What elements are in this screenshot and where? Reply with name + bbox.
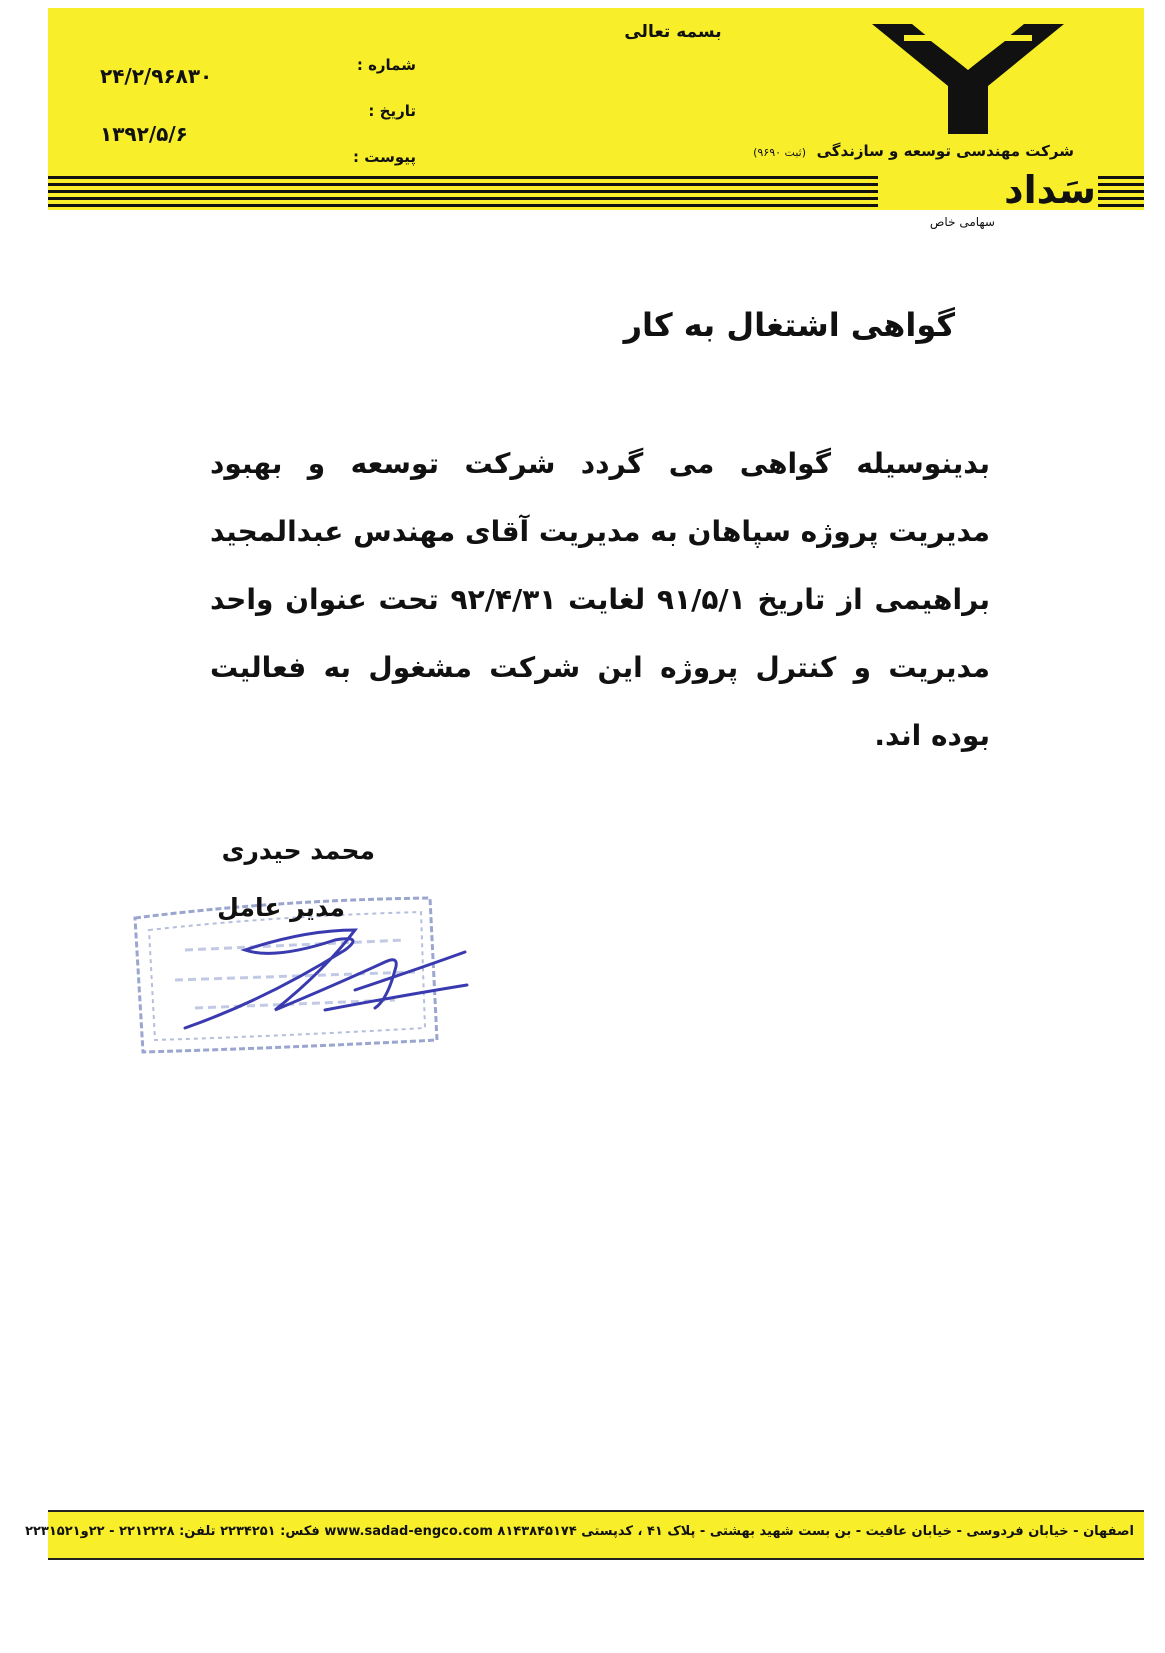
company-type: سهامی خاص bbox=[929, 215, 995, 229]
reference-labels bbox=[306, 50, 416, 188]
document-title: گواهی اشتغال به کار bbox=[623, 306, 955, 344]
footer-address: اصفهان - خیابان فردوسی - خیابان عافیت - بن بست شهید بهشتی - پلاک ۴۱ ، کدپستی ۸۱۴۳۸۴۵۱۷۴ www.sadad-engco.com فکس: ۲۲۳۴۲۵۱ تلفن: ۲۲۱۲۲۲۸ - ۲۲و۲۲۳۱۵۲۱ bbox=[25, 1524, 1134, 1539]
header-stripes bbox=[48, 176, 878, 210]
company-logo-icon bbox=[868, 18, 1068, 136]
letter-number: ۲۴/۲/۹۶۸۳۰ bbox=[100, 64, 213, 88]
attachment-label: پیوست : bbox=[352, 148, 416, 166]
body-line: براهیمی از تاریخ ۹۱/۵/۱ لغایت ۹۲/۴/۳۱ تحت عنوان واحد bbox=[210, 583, 990, 616]
body-line: مدیریت پروژه سپاهان به مدیریت آقای مهندس عبدالمجید bbox=[210, 515, 990, 548]
body-line: مدیریت و کنترل پروژه این شرکت مشغول به فعالیت بوده اند. bbox=[210, 651, 990, 752]
registration-number: (ثبت ۹۶۹۰) bbox=[753, 146, 806, 159]
reference-values bbox=[100, 64, 290, 180]
brand-name: سَداد bbox=[1004, 168, 1096, 212]
company-name: شرکت مهندسی توسعه و سازندگی bbox=[816, 142, 1074, 160]
letter-date: ۱۳۹۲/۵/۶ bbox=[100, 122, 188, 146]
header-stripes-right bbox=[1098, 176, 1144, 210]
letter-footer bbox=[25, 1510, 1144, 1560]
document-body bbox=[210, 430, 990, 770]
signer-name: محمد حیدری bbox=[221, 836, 375, 865]
signer-title: مدیر عامل bbox=[217, 893, 345, 922]
date-label: تاریخ : bbox=[368, 102, 416, 120]
invocation: بسمه تعالی bbox=[624, 22, 722, 42]
letterhead bbox=[48, 8, 1144, 210]
number-label: شماره : bbox=[356, 56, 416, 74]
body-line: بدینوسیله گواهی می گردد شرکت توسعه و بهبود bbox=[210, 447, 990, 480]
